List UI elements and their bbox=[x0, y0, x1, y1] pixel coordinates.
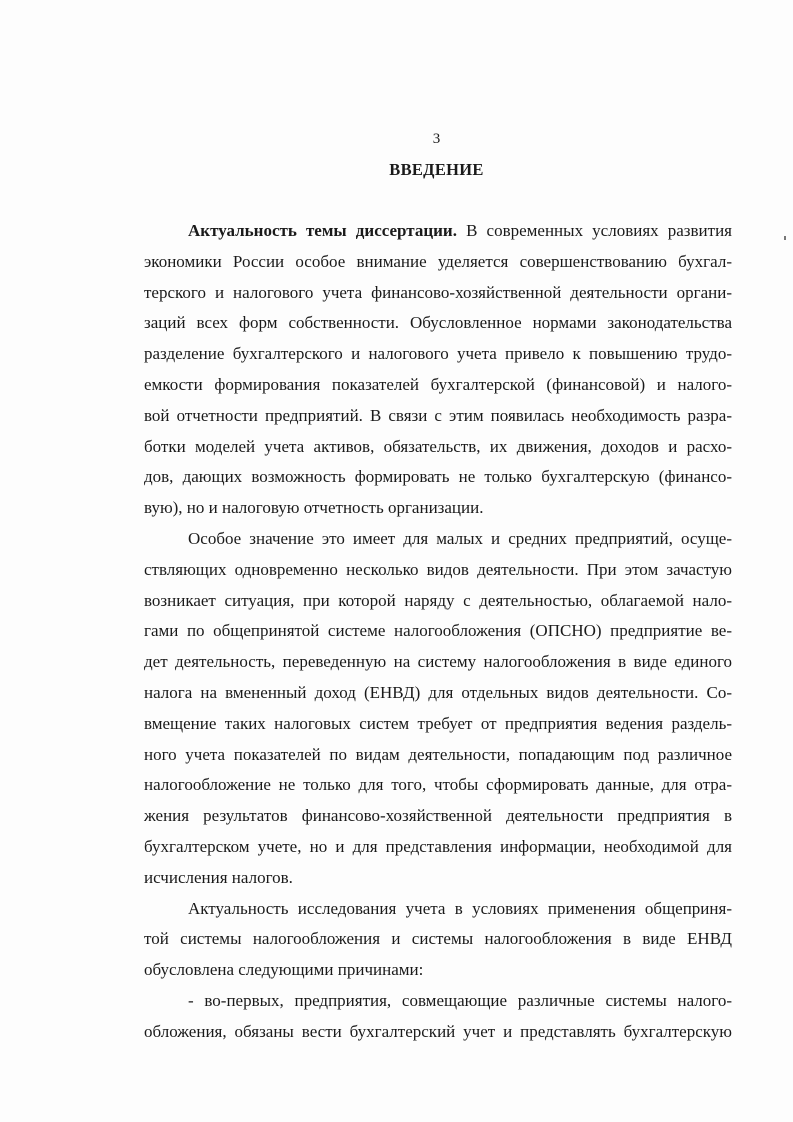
text-line: вой отчетности предприятий. В связи с этим появилась необходимость разра- bbox=[144, 405, 732, 425]
text-line: емкости формирования показателей бухгалтерской (финансовой) и налого- bbox=[144, 374, 732, 394]
text-line: разделение бухгалтерского и налогового учета привело к повышению трудо- bbox=[144, 344, 732, 364]
text-line: обусловлена следующими причинами: bbox=[144, 960, 424, 980]
text-line: жения результатов финансово-хозяйственной деятельности предприятия в bbox=[144, 806, 732, 826]
text-line: Особое значение это имеет для малых и средних предприятий, осуще- bbox=[188, 528, 732, 548]
text-run: В современных условиях развития bbox=[456, 221, 732, 240]
text-line: вмещение таких налоговых систем требует от предприятия ведения раздель- bbox=[144, 713, 732, 733]
text-line: возникает ситуация, при которой наряду с деятельностью, облагаемой нало- bbox=[144, 590, 732, 610]
bold-lead-in: Актуальность темы диссертации. bbox=[188, 221, 457, 240]
text-line: налогообложение не только для того, чтобы сформировать данные, для отра- bbox=[144, 775, 732, 795]
text-line: экономики России особое внимание уделяется совершенствованию бухгал- bbox=[144, 251, 732, 271]
list-item bbox=[144, 986, 732, 1048]
text-line: вую), но и налоговую отчетность организации. bbox=[144, 498, 484, 518]
text-line: гами по общепринятой системе налогообложения (ОПСНО) предприятие ве- bbox=[144, 621, 732, 641]
text-line: ного учета показателей по видам деятельности, попадающим под различное bbox=[144, 744, 732, 764]
text-line: Актуальность исследования учета в условиях применения общеприня- bbox=[188, 898, 732, 918]
paragraph-3 bbox=[144, 894, 732, 986]
text-line: дет деятельность, переведенную на систему налогообложения в виде единого bbox=[144, 652, 732, 672]
paragraph-1 bbox=[144, 216, 732, 524]
text-line: исчисления налогов. bbox=[144, 867, 293, 887]
text-line bbox=[144, 216, 732, 247]
text-line: налога на вмененный доход (ЕНВД) для отдельных видов деятельности. Со- bbox=[144, 682, 732, 702]
text-line: - во-первых, предприятия, совмещающие различные системы налого- bbox=[188, 990, 732, 1010]
text-line: заций всех форм собственности. Обусловленное нормами законодательства bbox=[144, 313, 732, 333]
text-line: ботки моделей учета активов, обязательств, их движения, доходов и расхо- bbox=[144, 436, 732, 456]
text-line: ствляющих одновременно несколько видов деятельности. При этом зачастую bbox=[144, 559, 732, 579]
page-number: 3 bbox=[432, 131, 441, 147]
text-line: дов, дающих возможность формировать не только бухгалтерскую (финансо- bbox=[144, 467, 732, 487]
text-line: терского и налогового учета финансово-хозяйственной деятельности органи- bbox=[144, 282, 732, 302]
text-line: обложения, обязаны вести бухгалтерский учет и представлять бухгалтерскую bbox=[144, 1021, 732, 1041]
scan-artifact bbox=[784, 236, 786, 240]
paragraph-2 bbox=[144, 524, 732, 894]
section-heading: ВВЕДЕНИЕ bbox=[389, 160, 484, 179]
text-line: той системы налогообложения и системы налогообложения в виде ЕНВД bbox=[144, 929, 732, 949]
body-text bbox=[144, 216, 732, 1048]
text-line: бухгалтерском учете, но и для представления информации, необходимой для bbox=[144, 836, 732, 856]
